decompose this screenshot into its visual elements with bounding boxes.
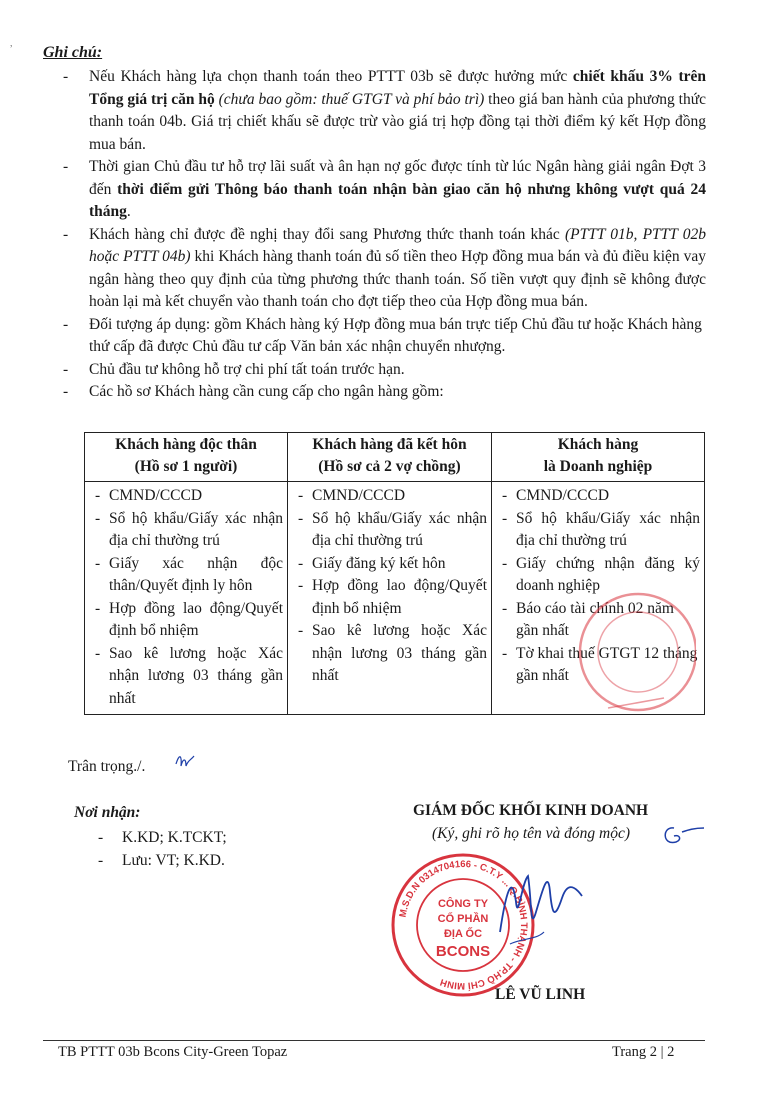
stamp-inner-ring: [598, 612, 678, 692]
director-signature-icon: [492, 862, 588, 952]
recipients-list: [96, 826, 227, 872]
note-item: [58, 66, 706, 156]
table-header-row: [85, 433, 705, 482]
column-header-line: (Hồ sơ 1 người): [134, 458, 238, 475]
note-text-run: Thời gian Chủ đầu tư hỗ trợ lãi suất và ân hạn nợ gốc được tính từ lúc Ngân hàng giải ngân Đợt 3 đến: [89, 158, 706, 198]
note-text-run: Đối tượng áp dụng: gồm Khách hàng ký Hợp đồng mua bán trực tiếp Chủ đầu tư hoặc Khách hàng thứ cấp đã được Chủ đầu tư cấp Văn bản xác nhận chuyển nhượng.: [89, 315, 702, 355]
note-item: [58, 224, 706, 314]
recipients-title: Nơi nhận:: [74, 804, 141, 821]
footer-page-number: Trang 2 | 2: [612, 1044, 675, 1060]
requirements-list: [91, 485, 283, 710]
list-item: - Giấy chứng nhận đăng ký doanh nghiệp: [498, 553, 700, 598]
notes-heading: Ghi chú:: [43, 44, 103, 61]
seal-ring-text: M.S.D.N 0314704166 - C.T.Y ... Q.BÌNH THẠNH - TP.HỒ CHÍ MINH: [397, 858, 530, 992]
note-text-run: chiết khấu 3% trên Tổng giá trị căn hộ: [89, 68, 707, 108]
list-item: - CMND/CCCD: [91, 485, 283, 508]
note-text-run: .: [126, 203, 131, 220]
seal-line: BCONS: [435, 943, 491, 960]
list-item: - Hợp đồng lao động/Quyết định bổ nhiệm: [294, 575, 487, 620]
column-header-single: [85, 433, 288, 482]
list-item: - Lưu: VT; K.KD.: [96, 849, 227, 872]
seal-line: ĐỊA ỐC: [443, 928, 483, 940]
note-item: [58, 156, 706, 224]
list-item: - Sổ hộ khẩu/Giấy xác nhận địa chỉ thường trú: [498, 508, 700, 553]
scan-edge-mark: ,: [10, 38, 13, 49]
signer-name: LÊ VŨ LINH: [495, 986, 586, 1003]
list-item: - Giấy xác nhận độc thân/Quyết định ly hôn: [91, 553, 283, 598]
note-text-run: (PTTT 01b, PTTT 02b hoặc PTTT 04b): [89, 225, 706, 265]
note-text-run: (chưa bao gồm: thuế GTGT và phí bảo trì): [218, 90, 485, 108]
list-item: - CMND/CCCD: [294, 485, 487, 508]
notes-list: [58, 66, 706, 404]
seal-line: CÔNG TY: [437, 898, 489, 910]
note-text-run: khi Khách hàng thanh toán đủ số tiền theo Hợp đồng mua bán và đủ điều kiện vay ngân hàng theo quy định của từng phương thức thanh toán. Số tiền vượt quy định sẽ không được hoàn lại mà kết chuyển vào thanh toán cho đợt tiếp theo của Hợp đồng mua bán.: [89, 248, 707, 310]
note-item: [58, 381, 706, 404]
column-header-business: [492, 433, 705, 482]
note-text-run: Các hồ sơ Khách hàng cần cung cấp cho ngân hàng gồm:: [89, 383, 444, 400]
small-signature-icon: [660, 822, 708, 850]
column-header-line: Khách hàng độc thân: [115, 436, 257, 453]
column-header-line: Khách hàng đã kết hôn: [312, 436, 467, 453]
note-text-run: thời điểm gửi Thông báo thanh toán nhận bàn giao căn hộ nhưng không vượt quá 24 tháng: [89, 180, 706, 220]
table-cell-married: [288, 482, 492, 715]
column-header-line: (Hồ sơ cả 2 vợ chồng): [318, 458, 461, 475]
company-stamp-faint: [568, 580, 696, 730]
list-item: - K.KD; K.TCKT;: [96, 826, 227, 849]
list-item: - Sổ hộ khẩu/Giấy xác nhận địa chỉ thường trú: [294, 508, 487, 553]
list-item: - CMND/CCCD: [498, 485, 700, 508]
column-header-line: là Doanh nghiệp: [543, 458, 653, 475]
note-item: [58, 359, 706, 382]
note-text-run: Khách hàng chỉ được đề nghị thay đổi sang Phương thức thanh toán khác: [89, 225, 565, 243]
column-header-married: [288, 433, 492, 482]
note-text-run: theo giá ban hành của phương thức thanh toán 04b. Giá trị chiết khấu sẽ được trừ vào giá trị hợp đồng tại thời điểm ký kết Hợp đồng mua bán.: [89, 90, 707, 153]
list-item: - Tờ khai thuế GTGT 12 tháng gần nhất: [498, 643, 700, 688]
list-item: - Báo cáo tài chính 02 năm gần nhất: [498, 598, 700, 643]
note-text-run: Nếu Khách hàng lựa chọn thanh toán theo PTTT 03b sẽ được hưởng mức: [89, 68, 573, 85]
list-item: - Giấy đăng ký kết hôn: [294, 553, 487, 576]
initials-signature-icon: [174, 752, 196, 772]
column-header-line: Khách hàng: [557, 436, 639, 453]
footer-document-title: TB PTTT 03b Bcons City-Green Topaz: [58, 1044, 288, 1060]
list-item: - Sao kê lương hoặc Xác nhận lương 03 tháng gần nhất: [91, 643, 283, 711]
list-item: - Hợp đồng lao động/Quyết định bổ nhiệm: [91, 598, 283, 643]
list-item: - Sao kê lương hoặc Xác nhận lương 03 tháng gần nhất: [294, 620, 487, 688]
signer-note: (Ký, ghi rõ họ tên và đóng mộc): [432, 825, 631, 842]
seal-line: CỔ PHẦN: [437, 913, 489, 925]
footer-divider: [43, 1040, 705, 1041]
table-cell-single: [85, 482, 288, 715]
requirements-list: [294, 485, 487, 688]
list-item: - Sổ hộ khẩu/Giấy xác nhận địa chỉ thường trú: [91, 508, 283, 553]
signer-title: GIÁM ĐỐC KHỐI KINH DOANH: [413, 802, 649, 819]
note-item: [58, 314, 706, 359]
closing-text: Trân trọng./.: [68, 758, 146, 775]
note-text-run: Chủ đầu tư không hỗ trợ chi phí tất toán trước hạn.: [89, 360, 405, 378]
